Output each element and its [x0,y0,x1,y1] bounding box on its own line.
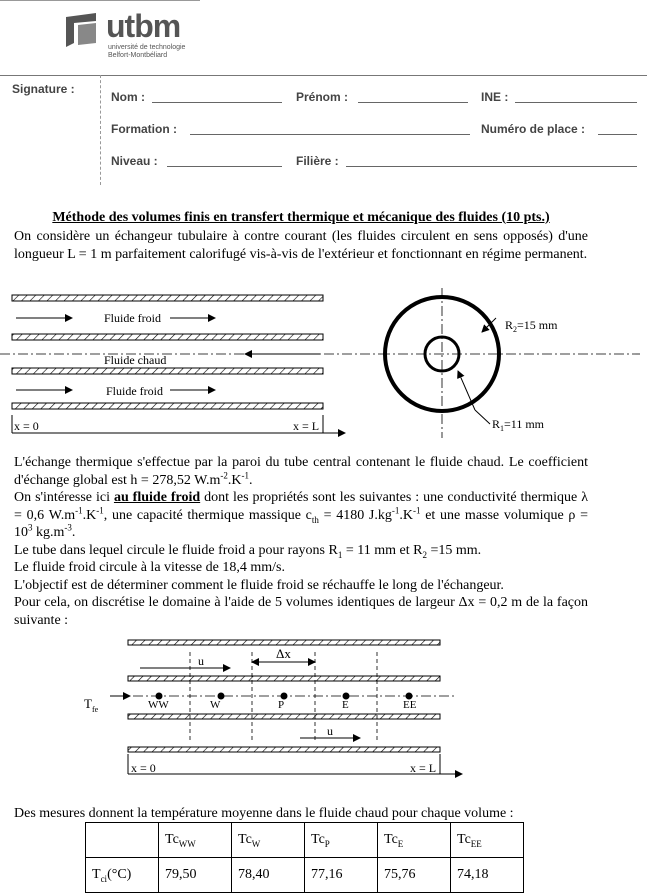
paragraph-objective: L'objectif est de déterminer comment le fluide froid se réchauffe le long de l'échangeur. [14,578,504,593]
ine-field[interactable] [515,101,637,103]
table-header: $Tc_P$ [305,823,378,858]
filiere-field[interactable] [346,165,637,167]
node-w: W [210,699,221,711]
paragraph-exchange: L'échange thermique s'effectue par la paroi du tube central contenant le fluide chaud. Le coefficient d'échange global est h = 278,52 $W.m^{-2}.K^{-1}$. [14,455,588,488]
label-x0-2: x = 0 [131,761,156,775]
label-r2: $R_2=15$ mm [505,318,558,334]
prenom-label: Prénom : [296,90,349,104]
table-cell: 74,18 [451,858,524,893]
inner-wall-top [12,334,323,340]
filiere-label: Filière : [296,154,339,168]
nom-field[interactable] [152,101,282,103]
temperature-table [85,822,524,893]
table-cell: 77,16 [305,858,378,893]
logo-text: utbm [106,8,181,44]
niveau-label: Niveau : [111,154,158,168]
numero-place-field[interactable] [598,133,637,135]
table-row [86,858,524,893]
prenom-field[interactable] [358,101,468,103]
nom-label: Nom : [111,90,145,104]
paragraph-measures: Des mesures donnent la température moyenne dans le fluide chaud pour chaque volume : [14,806,514,821]
node-p: P [278,699,285,711]
intro-paragraph: On considère un échangeur tubulaire à contre courant (les fluides circulent en sens opposés) d'une longueur L = 1 m parfaitement calorifugé vis-à-vis de l'extérieur et fonctionnant en régime permanent. [14,229,588,262]
label-u-top: u [198,654,204,668]
label-tfe: $T_{fe}$ [84,696,99,714]
formation-label: Formation : [111,122,177,136]
table-cell: 78,40 [232,858,305,893]
label-xL: x = L [293,419,320,433]
node-ww: WW [148,699,169,711]
table-cell: 75,76 [378,858,451,893]
utbm-logo-icon [62,13,102,47]
table-header: $Tc_E$ [378,823,451,858]
node-e: E [342,699,349,711]
table-header: $Tc_{WW}$ [159,823,232,858]
label-x0: x = 0 [14,419,39,433]
numero-place-label: Numéro de place : [481,122,586,136]
paragraph-speed: Le fluide froid circule à la vitesse de 18,4 mm/s. [14,560,285,575]
exercise-title: Méthode des volumes finis en transfert thermique et mécanique des fluides (10 pts.) [52,210,550,225]
label-fluide-froid-top: Fluide froid [104,311,161,325]
label-fluide-chaud: Fluide chaud [104,353,167,367]
row-label: $T_{ci}(^\circ C)$ [86,858,159,893]
table-header: $Tc_{EE}$ [451,823,524,858]
paragraph-discretization: Pour cela, on discrétise le domaine à l'aide de 5 volumes identiques de largeur Δx = 0,2 m de la façon suivante : [14,595,588,628]
table-header: $Tc_W$ [232,823,305,858]
label-r1: $R_1=11$ mm [492,417,545,433]
logo-subtitle: université de technologie Belfort-Montbéliard [108,44,186,59]
exchanger-figure [0,288,647,440]
signature-label: Signature : [12,82,75,96]
inner-wall-bottom [12,368,323,374]
paragraph-properties: On s'intéresse ici au fluide froid dont les propriétés sont les suivantes : une conductivité thermique λ = 0,6 $W.m^{-1}.K^{-1}$, une capacité thermique massique $c_{th} = 4180$ $J.kg^{-1}.K^{-1}$ et une masse volumique $\rho = 10^3$ $kg.m^{-3}$. [14,490,589,540]
table-header-row [86,823,524,858]
node-ee: EE [403,699,417,711]
paragraph-radii: Le tube dans lequel circule le fluide froid a pour rayons $R_1 = 11$ mm et $R_2 =15$ mm. [14,543,482,560]
table-corner [86,823,159,858]
outer-wall-bottom [12,403,323,409]
label-u-bottom: u [327,724,333,738]
outer-wall-top [12,295,323,301]
label-dx: Δx [276,646,291,661]
label-xL-2: x = L [410,761,437,775]
formation-field[interactable] [190,133,470,135]
label-fluide-froid-bottom: Fluide froid [106,384,163,398]
ine-label: INE : [481,90,509,104]
discretization-figure [0,632,647,782]
niveau-field[interactable] [167,165,282,167]
top-rule [0,0,200,1]
table-cell: 79,50 [159,858,232,893]
